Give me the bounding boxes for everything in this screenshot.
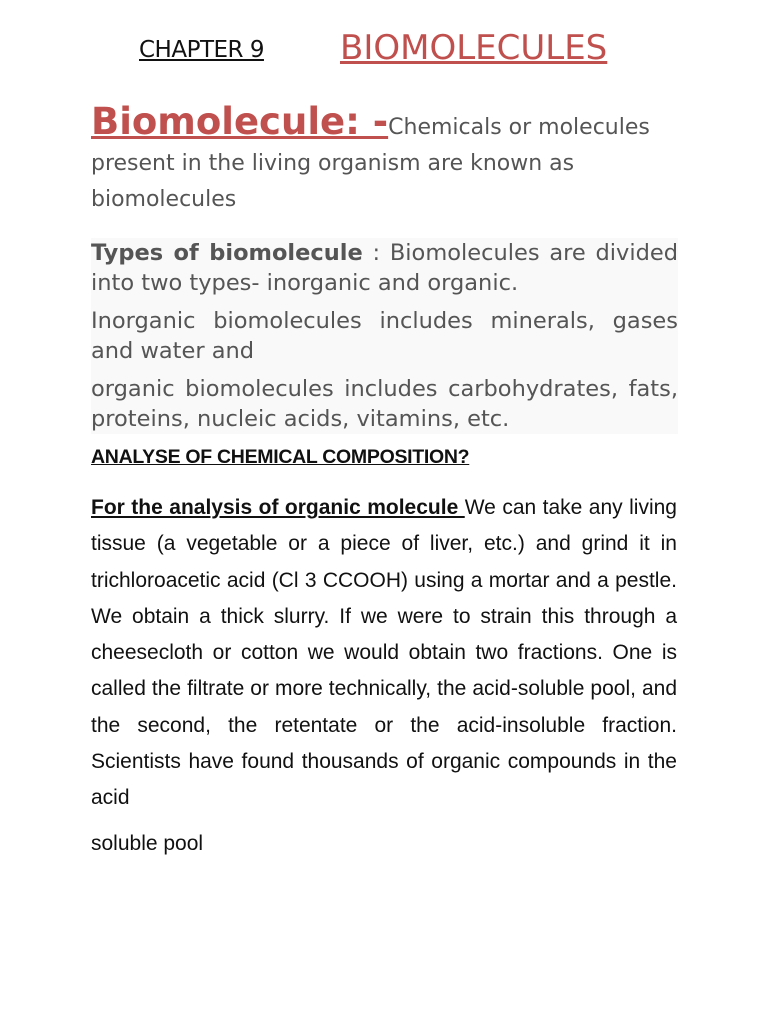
types-term: Types of biomolecule: [91, 240, 363, 266]
definition-term: Biomolecule: -: [91, 100, 389, 143]
analysis-heading: ANALYSE OF CHEMICAL COMPOSITION?: [91, 446, 470, 468]
types-intro-paragraph: [91, 238, 678, 298]
analysis-term: For the analysis of organic molecule: [91, 496, 465, 519]
types-intro: Biomolecules are divided into two types- inorganic and organic.: [91, 240, 678, 296]
chapter-header: [0, 28, 768, 78]
chapter-number: CHAPTER 9: [139, 37, 264, 63]
analysis-continuation: soluble pool: [91, 832, 204, 855]
definition-text: Chemicals or molecules present in the living organism are known as biomolecules: [91, 115, 650, 212]
types-of-biomolecule-section: [91, 238, 678, 434]
inorganic-paragraph: Inorganic biomolecules includes minerals, gases and water and: [91, 308, 678, 364]
analysis-paragraph: [91, 490, 677, 817]
biomolecule-definition: [91, 100, 681, 218]
chapter-title: BIOMOLECULES: [340, 28, 608, 68]
analysis-text: We can take any living tissue (a vegetable or a piece of liver, etc.) and grind it in trichloroacetic acid (Cl 3 CCOOH) using a mortar and a pestle. We obtain a thick slurry. If we were to strain this through a cheesecloth or cotton we would obtain two fractions. One is called the filtrate or more technically, the acid-soluble pool, and the second, the retentate or the acid-insoluble fraction. Scientists have found thousands of organic compounds in the acid: [91, 496, 677, 810]
organic-paragraph: organic biomolecules includes carbohydrates, fats, proteins, nucleic acids, vitamins, etc.: [91, 376, 678, 432]
types-separator: :: [362, 240, 390, 266]
